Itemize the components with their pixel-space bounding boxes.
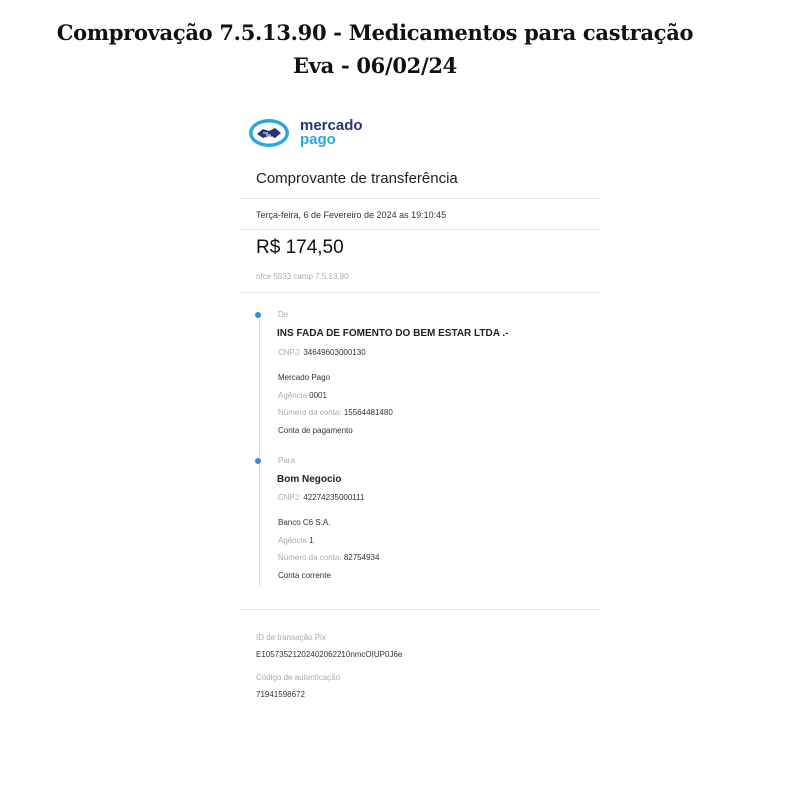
recipient-label: Para xyxy=(278,456,295,465)
recipient-account-type: Conta corrente xyxy=(278,571,331,580)
mercado-pago-logo xyxy=(248,116,368,152)
receipt-title: Comprovante de transferência xyxy=(256,170,458,187)
handshake-icon xyxy=(248,118,290,148)
sender-agency: Agência 0001 xyxy=(278,391,327,400)
recipient-account: Número da conta: 82754934 xyxy=(278,553,380,562)
transfer-amount: R$ 174,50 xyxy=(256,237,344,258)
divider xyxy=(240,229,600,230)
sender-account-type: Conta de pagamento xyxy=(278,426,353,435)
sender-bank: Mercado Pago xyxy=(278,373,331,382)
sender-cnpj: CNPJ: 34649603000130 xyxy=(278,348,366,357)
sender-label: De xyxy=(278,310,289,319)
recipient-agency: Agência 1 xyxy=(278,536,314,545)
sender-account: Número da conta: 15564481480 xyxy=(278,408,393,417)
recipient-bank: Banco C6 S.A. xyxy=(278,518,331,527)
auth-code-label: Código de autenticação xyxy=(256,673,341,682)
pix-id-value: E10573521202402062210nmcOIUP0J6e xyxy=(256,650,403,659)
divider xyxy=(240,609,600,610)
divider xyxy=(240,198,600,199)
recipient-cnpj: CNPJ: 42274235000111 xyxy=(278,493,365,502)
timeline-line xyxy=(259,316,260,586)
page-title: Comprovação 7.5.13.90 - Medicamentos para castração Eva - 06/02/24 xyxy=(56,20,694,78)
transfer-datetime: Terça-feira, 6 de Fevereiro de 2024 as 19:10:45 xyxy=(256,210,447,220)
sender-name: INS FADA DE FOMENTO DO BEM ESTAR LTDA .- xyxy=(277,328,509,339)
pix-id-label: ID de transação Pix xyxy=(256,633,326,642)
transfer-memo: nfce 5533 camp 7.5.13.90 xyxy=(256,272,349,281)
transfer-receipt xyxy=(240,110,600,710)
sender-dot-icon xyxy=(255,312,261,318)
recipient-dot-icon xyxy=(255,458,261,464)
auth-code-value: 71941598672 xyxy=(256,690,305,699)
recipient-name: Bom Negocio xyxy=(277,474,342,485)
logo-line2: pago xyxy=(300,131,336,148)
divider xyxy=(240,292,600,293)
logo-line1: mercado xyxy=(300,117,363,134)
